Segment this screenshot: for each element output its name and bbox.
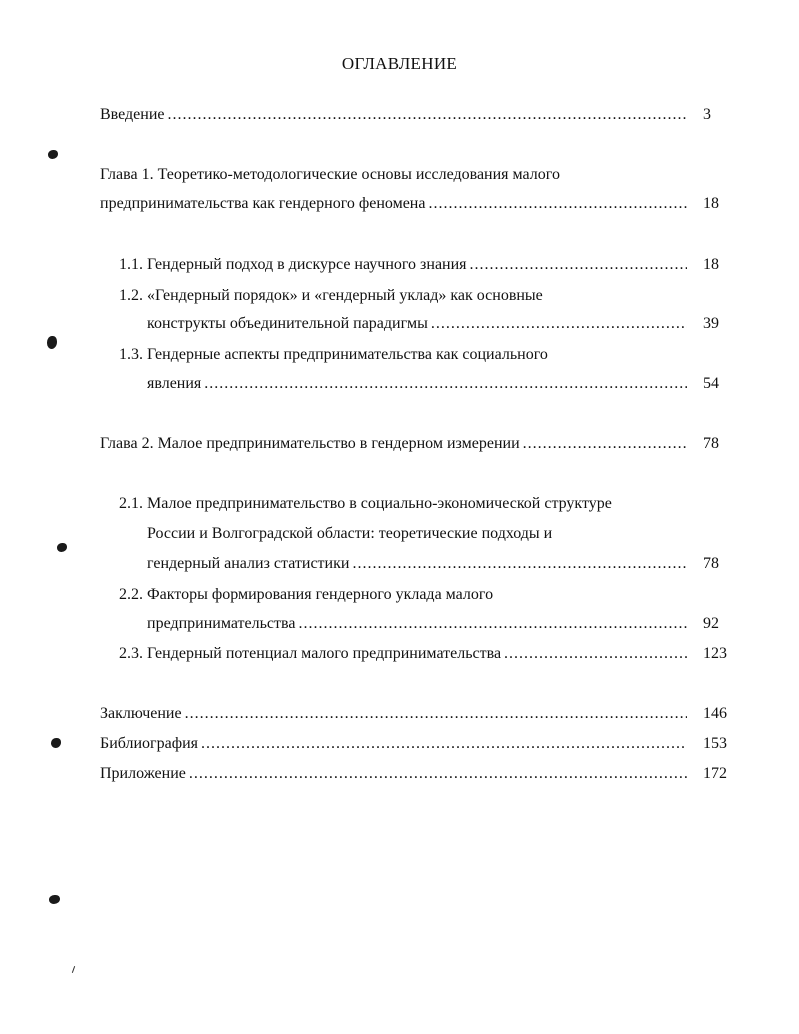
toc-page-number: 54 xyxy=(703,375,719,392)
toc-entry-appendix xyxy=(100,764,690,784)
toc-page-number: 3 xyxy=(703,106,711,123)
toc-chapter-1-line-1: Глава 1. Теоретико-методологические основы исследования малого xyxy=(100,166,560,183)
toc-entry-label: Приложение xyxy=(100,765,186,782)
toc-entry-label: Введение xyxy=(100,106,165,123)
toc-page-number: 78 xyxy=(703,435,719,452)
toc-entry-label: предпринимательства xyxy=(147,615,296,632)
leader-dots xyxy=(431,314,687,334)
toc-page-number: 172 xyxy=(703,765,727,782)
toc-entry-label: Глава 2. Малое предпринимательство в гендерном измерении xyxy=(100,435,520,452)
scan-mark xyxy=(57,543,67,552)
page-title: ОГЛАВЛЕНИЕ xyxy=(341,54,458,73)
toc-entry-label: Заключение xyxy=(100,705,182,722)
toc-entry-conclusion xyxy=(100,704,690,724)
toc-section-2-3 xyxy=(119,644,690,664)
toc-entry-label: конструкты объединительной парадигмы xyxy=(147,315,428,332)
leader-dots xyxy=(470,255,687,275)
toc-entry-label: предпринимательства как гендерного феномена xyxy=(100,195,426,212)
leader-dots xyxy=(298,614,687,634)
toc-chapter-1 xyxy=(100,194,690,214)
scan-mark xyxy=(49,895,60,904)
toc-section-1-1 xyxy=(119,255,690,275)
toc-section-1-2 xyxy=(147,314,690,334)
scan-mark xyxy=(48,150,58,159)
toc-entry-label: Библиография xyxy=(100,735,198,752)
toc-entry-label: гендерный анализ статистики xyxy=(147,555,350,572)
toc-chapter-2 xyxy=(100,434,690,454)
leader-dots xyxy=(504,644,687,664)
leader-dots xyxy=(168,105,688,125)
toc-page-number: 153 xyxy=(703,735,727,752)
leader-dots xyxy=(204,374,687,394)
toc-page-number: 18 xyxy=(703,195,719,212)
toc-entry-label: 2.3. Гендерный потенциал малого предпринимательства xyxy=(119,645,502,662)
leader-dots xyxy=(523,434,687,454)
toc-entry-intro xyxy=(100,105,690,125)
toc-entry-label: 1.1. Гендерный подход в дискурсе научного знания xyxy=(119,256,467,273)
leader-dots xyxy=(201,734,687,754)
toc-section-2-1 xyxy=(147,554,690,574)
toc-entry-label: явления xyxy=(147,375,202,392)
toc-section-2-2 xyxy=(147,614,690,634)
toc-section-2-2-line-1: 2.2. Факторы формирования гендерного уклада малого xyxy=(119,586,494,603)
toc-page-number: 78 xyxy=(703,555,719,572)
toc-page-number: 39 xyxy=(703,315,719,332)
leader-dots xyxy=(185,704,687,724)
scan-mark xyxy=(47,336,57,349)
toc-section-1-2-line-1: 1.2. «Гендерный порядок» и «гендерный уклад» как основные xyxy=(119,287,543,304)
toc-section-2-1-line-2: России и Волгоградской области: теоретические подходы и xyxy=(147,525,553,542)
toc-section-1-3 xyxy=(147,374,690,394)
toc-entry-bibliography xyxy=(100,734,690,754)
toc-page-number: 18 xyxy=(703,256,719,273)
scan-mark xyxy=(72,966,75,973)
toc-page-number: 146 xyxy=(703,705,727,722)
scan-mark xyxy=(51,738,61,748)
toc-section-1-3-line-1: 1.3. Гендерные аспекты предпринимательства как социального xyxy=(119,346,548,363)
toc-page-number: 123 xyxy=(703,645,727,662)
leader-dots xyxy=(428,194,687,214)
toc-section-2-1-line-1: 2.1. Малое предпринимательство в социально-экономической структуре xyxy=(119,495,612,512)
leader-dots xyxy=(352,554,687,574)
toc-page-number: 92 xyxy=(703,615,719,632)
leader-dots xyxy=(189,764,687,784)
